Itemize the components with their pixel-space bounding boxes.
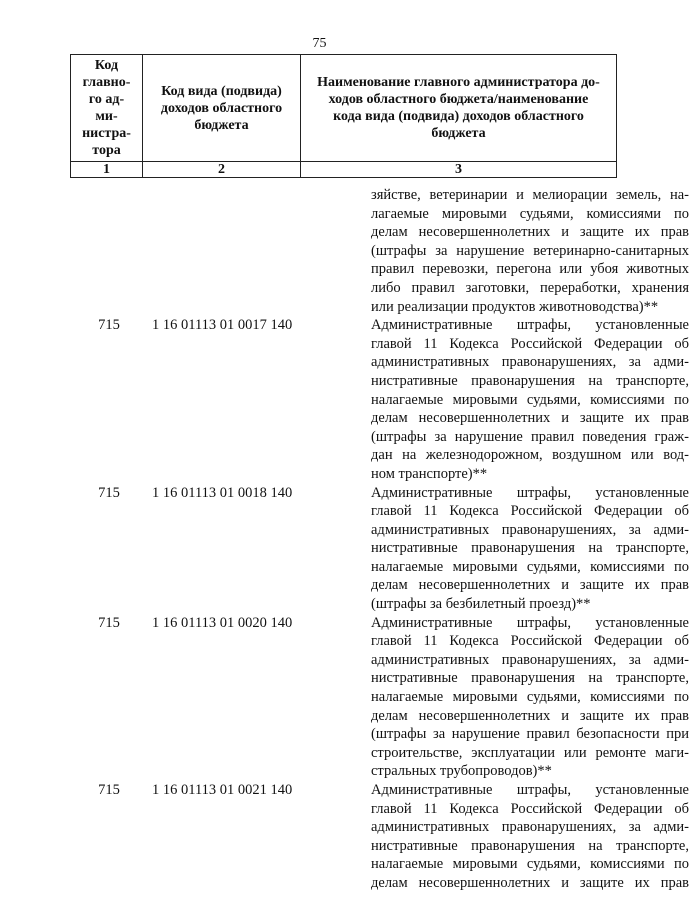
table-row (70, 614, 689, 781)
description-cell (371, 614, 689, 781)
page-number: 75 (312, 36, 327, 51)
header-line: бюджета (194, 117, 249, 133)
description-line: налагаемые мировыми судьями, комиссиями по (371, 689, 689, 706)
admin-code-cell: 715 (98, 614, 120, 631)
table-row (70, 484, 689, 614)
header-line: нистра- (82, 126, 131, 141)
description-line: делам несовершеннолетних и защите их прав (371, 577, 689, 594)
description-cell (371, 316, 689, 483)
admin-code-cell: 715 (98, 484, 120, 501)
description-line: административных правонарушениях, за адми- (371, 651, 689, 668)
header-name (301, 55, 617, 162)
description-line: нистративные правонарушения на транспорте, (371, 837, 689, 854)
header-income-code (143, 55, 301, 162)
admin-code-cell (70, 186, 148, 316)
description-cell (371, 186, 689, 316)
income-code-cell (148, 186, 371, 316)
description-line: налагаемые мировыми судьями, комиссиями по (371, 558, 689, 575)
column-number-1: 1 (71, 162, 143, 178)
header-line: тора (92, 143, 121, 158)
description-line: ном транспорте)** (371, 465, 488, 482)
description-line: делам несовершеннолетних и защите их прав (371, 874, 689, 891)
header-line: Код вида (подвида) (161, 83, 282, 99)
income-code-cell: 1 16 01113 01 0017 140 (152, 317, 293, 334)
description-line: (штрафы за нарушение правил безопасности при (371, 726, 689, 743)
description-line: главой 11 Кодекса Российской Федерации об (371, 335, 689, 352)
header-line: кода вида (подвида) доходов областного (333, 109, 584, 124)
header-admin-code-lines (74, 57, 139, 159)
description-line: (штрафы за безбилетный проезд)** (371, 596, 591, 613)
table-row (70, 781, 689, 893)
table-body (70, 186, 689, 893)
column-number-3: 3 (301, 162, 617, 178)
header-line: го ад- (88, 92, 125, 107)
header-name-lines (304, 74, 613, 142)
description-line: главой 11 Кодекса Российской Федерации об (371, 800, 689, 817)
description-line: административных правонарушениях, за адми- (371, 354, 689, 371)
header-line: главно- (82, 75, 131, 90)
description-line: нистративные правонарушения на транспорте, (371, 670, 689, 687)
description-line: или реализации продуктов животноводства)** (371, 298, 659, 315)
description-line: Административные штрафы, установленные (371, 484, 689, 501)
description-line: главой 11 Кодекса Российской Федерации об (371, 503, 689, 520)
description-line: административных правонарушениях, за адми- (371, 819, 689, 836)
income-code-cell: 1 16 01113 01 0020 140 (152, 614, 293, 631)
description-line: нистративные правонарушения на транспорте, (371, 372, 689, 389)
description-line: стральных трубопроводов)** (371, 763, 552, 780)
description-line: либо правил заготовки, переработки, хранения (371, 279, 689, 296)
description-cell (371, 781, 689, 893)
description-line: делам несовершеннолетних и защите их прав (371, 707, 689, 724)
header-line: бюджета (431, 126, 486, 141)
description-line: делам несовершеннолетних и защите их прав (371, 224, 689, 241)
description-line: административных правонарушениях, за адми- (371, 521, 689, 538)
header-income-code-lines (146, 83, 297, 134)
header-line: Наименование главного администратора до- (317, 75, 600, 90)
header-line: ми- (95, 109, 118, 124)
description-line: (штрафы за нарушение правил поведения граж- (371, 428, 689, 445)
description-cell (371, 484, 689, 614)
description-line: Административные штрафы, установленные (371, 614, 689, 631)
table-row (70, 186, 689, 316)
table-row (70, 316, 689, 483)
header-line: ходов областного бюджета/наименование (328, 92, 589, 107)
description-line: дан на железнодорожном, воздушном или вод- (371, 447, 689, 464)
header-admin-code (71, 55, 143, 162)
description-line: главой 11 Кодекса Российской Федерации об (371, 633, 689, 650)
description-line: Административные штрафы, установленные (371, 317, 689, 334)
description-line: строительстве, эксплуатации или ремонте маги- (371, 744, 689, 761)
description-line: Административные штрафы, установленные (371, 782, 689, 798)
description-line: правил перевозки, перегона или убоя животных (371, 261, 689, 278)
description-line: лагаемые мировыми судьями, комиссиями по (371, 205, 689, 222)
header-line: доходов областного (160, 100, 283, 116)
description-line: налагаемые мировыми судьями, комиссиями по (371, 856, 689, 873)
table-header (70, 54, 617, 178)
header-line: Код (94, 58, 119, 73)
description-line: нистративные правонарушения на транспорте, (371, 540, 689, 557)
admin-code-cell: 715 (98, 317, 120, 334)
description-line: делам несовершеннолетних и защите их прав (371, 410, 689, 427)
description-line: (штрафы за нарушение ветеринарно-санитарных (371, 242, 689, 259)
description-line: зяйстве, ветеринарии и мелиорации земель, на- (371, 187, 689, 203)
income-code-cell: 1 16 01113 01 0021 140 (152, 782, 293, 798)
column-number-2: 2 (143, 162, 301, 178)
income-code-cell: 1 16 01113 01 0018 140 (152, 484, 293, 501)
description-line: налагаемые мировыми судьями, комиссиями по (371, 391, 689, 408)
admin-code-cell: 715 (98, 782, 120, 798)
